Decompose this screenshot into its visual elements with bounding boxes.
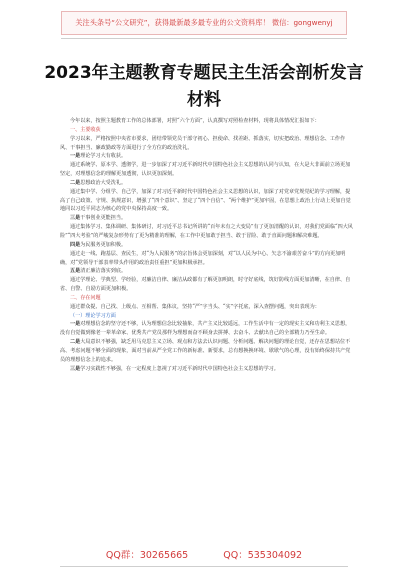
paragraph-text: 思想政治大受洗礼。 xyxy=(80,179,127,186)
body-paragraph xyxy=(60,135,355,153)
body-paragraph xyxy=(60,320,355,338)
paragraph-text: 通过走一线、跑基层、查民生，对“为人民服务”的宗旨体会更加深刻，对“以人民为中心、矢志不渝艰苦奋斗”的方向更加明确，对“党领导干部表率带头作用的政治责任重担”更加积极承担。 xyxy=(60,250,346,266)
body-paragraph xyxy=(60,276,355,294)
document-body xyxy=(60,117,355,373)
footer-contacts xyxy=(0,548,408,564)
body-paragraph xyxy=(60,117,355,126)
body-paragraph xyxy=(60,161,355,179)
body-paragraph xyxy=(60,338,355,365)
footer-divider xyxy=(60,566,348,567)
body-paragraph xyxy=(60,365,355,374)
paragraph-text: 干事创业更能担当。 xyxy=(80,215,127,222)
paragraph-text: 通过集中学、分组学、自己学，加深了对习近平新时代中国特色社会主义思想的认识，加深了对党章党规党纪的学习理解，提高了自己政策、守规、执规意识，增强了“四个意识”、坚定了“四个自信”、“两个维护”更加牢固，在思想上政治上行动上更加自觉地同以习近平同志为核心的党中央保持高度一致。 xyxy=(60,188,351,213)
body-paragraph xyxy=(60,223,355,241)
paragraph-lead: 五是 xyxy=(70,268,81,275)
paragraph-lead: 二是 xyxy=(70,179,81,186)
paragraph-lead: 一是 xyxy=(70,321,81,328)
paragraph-text: 清正廉洁落实到底。 xyxy=(80,268,127,275)
paragraph-lead: 三是 xyxy=(70,215,81,222)
section-heading xyxy=(60,126,355,135)
paragraph-text: 学习以来，严格按照中央省市要求，团结带领党员干部守初心、担使命、找差距、抓落实，切实把政治、理想信念、工作作风、干事担当、廉政勤政等方面进行了全方位的政治洗礼。 xyxy=(60,135,346,151)
paragraph-text: 二、存在问题 xyxy=(70,294,101,301)
section-heading xyxy=(60,312,355,321)
promo-banner: 关注头条号“公文研究”，获得最新最多最专业的公文资料库！ 微信：gongwenyj xyxy=(61,11,347,35)
paragraph-text: 一、主要收获 xyxy=(70,126,101,133)
body-paragraph xyxy=(60,152,355,161)
paragraph-text: 对理想信念的坚守还不够，认为理想信念比较抽象，共产主义比较遥远，工作生活中有一定的现实主义和功利主义思想，没有自觉做到像老一辈革命家、优秀共产党员那样为理想而奋不顾身去拼搏、去奋斗、去献出自己的全部精力乃至生命。 xyxy=(60,321,351,337)
paragraph-text: 通过学理论、学典型、学经验，对廉洁自律、廉洁从政都有了解更加明朗，时守好底线，筑好防线方面更加清晰，在自律、自省、自警、自励方面更加积极。 xyxy=(60,277,351,293)
document-title: 2023年主题教育专题民主生活会剖析发言材料 xyxy=(44,63,364,110)
paragraph-text: 理论学习大有收获。 xyxy=(80,153,127,160)
paragraph-text: 为民服务更加积极。 xyxy=(80,241,127,248)
body-paragraph xyxy=(60,267,355,276)
paragraph-text: （一）理论学习方面 xyxy=(70,312,116,319)
qq-number: QQ：535304092 xyxy=(223,550,303,561)
paragraph-text: 通过系统学、原本学、透彻学，进一步加深了对习近平新时代中国特色社会主义思想的认同与认知，在大是大非面前立场更加坚定，对理想信念的理解更加透彻，认识更加深刻。 xyxy=(60,162,351,178)
body-paragraph xyxy=(60,241,355,250)
section-heading xyxy=(60,294,355,303)
paragraph-text: 通过集体学习、集体调研、集体研讨，对习近平总书记所讲的“百年未有之大变局”有了更加清醒的认识，对我们党面临“四大风险”“四大考验”的严峻复杂形势有了更为精准的理解，在工作中更加敢于担当、敢于冒险、敢于直面问题和解决难题。 xyxy=(60,224,353,239)
body-paragraph xyxy=(60,214,355,223)
paragraph-text: 大局意识不够强，缺乏用马克思主义立场、观点和方法去认识问题、分析问题、解决问题的理论自觉，还存在思想站位不高、考虑问题不够全面的现象，面对当前从严全党工作的新标准、新要求，总有想换换环境、歇歇气的心理，没有始终保持共产党员的理想信念上的追求。 xyxy=(60,339,351,363)
body-paragraph xyxy=(60,250,355,268)
body-paragraph xyxy=(60,303,355,312)
paragraph-text: 今年以来，按照主题教育工作的总体部署，对照“六个方面”，认真撰写对照检查材料，现将具体情况汇报如下： xyxy=(70,118,320,124)
body-paragraph xyxy=(60,188,355,215)
paragraph-text: 通过群众提、自己找、上级点、互相帮、集体议，坚持“严”字当头、“实”字托底，深入查摆问题，突出表现为： xyxy=(70,303,320,310)
paragraph-lead: 三是 xyxy=(70,365,81,372)
qq-group-number: QQ群：30265665 xyxy=(105,550,189,561)
paragraph-lead: 一是 xyxy=(70,153,81,160)
body-paragraph xyxy=(60,179,355,188)
paragraph-text: 学习实践性不够强，在一定程度上忽视了对习近平新时代中国特色社会主义思想的学习。 xyxy=(80,365,279,372)
header-divider xyxy=(61,38,347,39)
paragraph-lead: 四是 xyxy=(70,241,81,248)
paragraph-lead: 二是 xyxy=(70,339,81,346)
